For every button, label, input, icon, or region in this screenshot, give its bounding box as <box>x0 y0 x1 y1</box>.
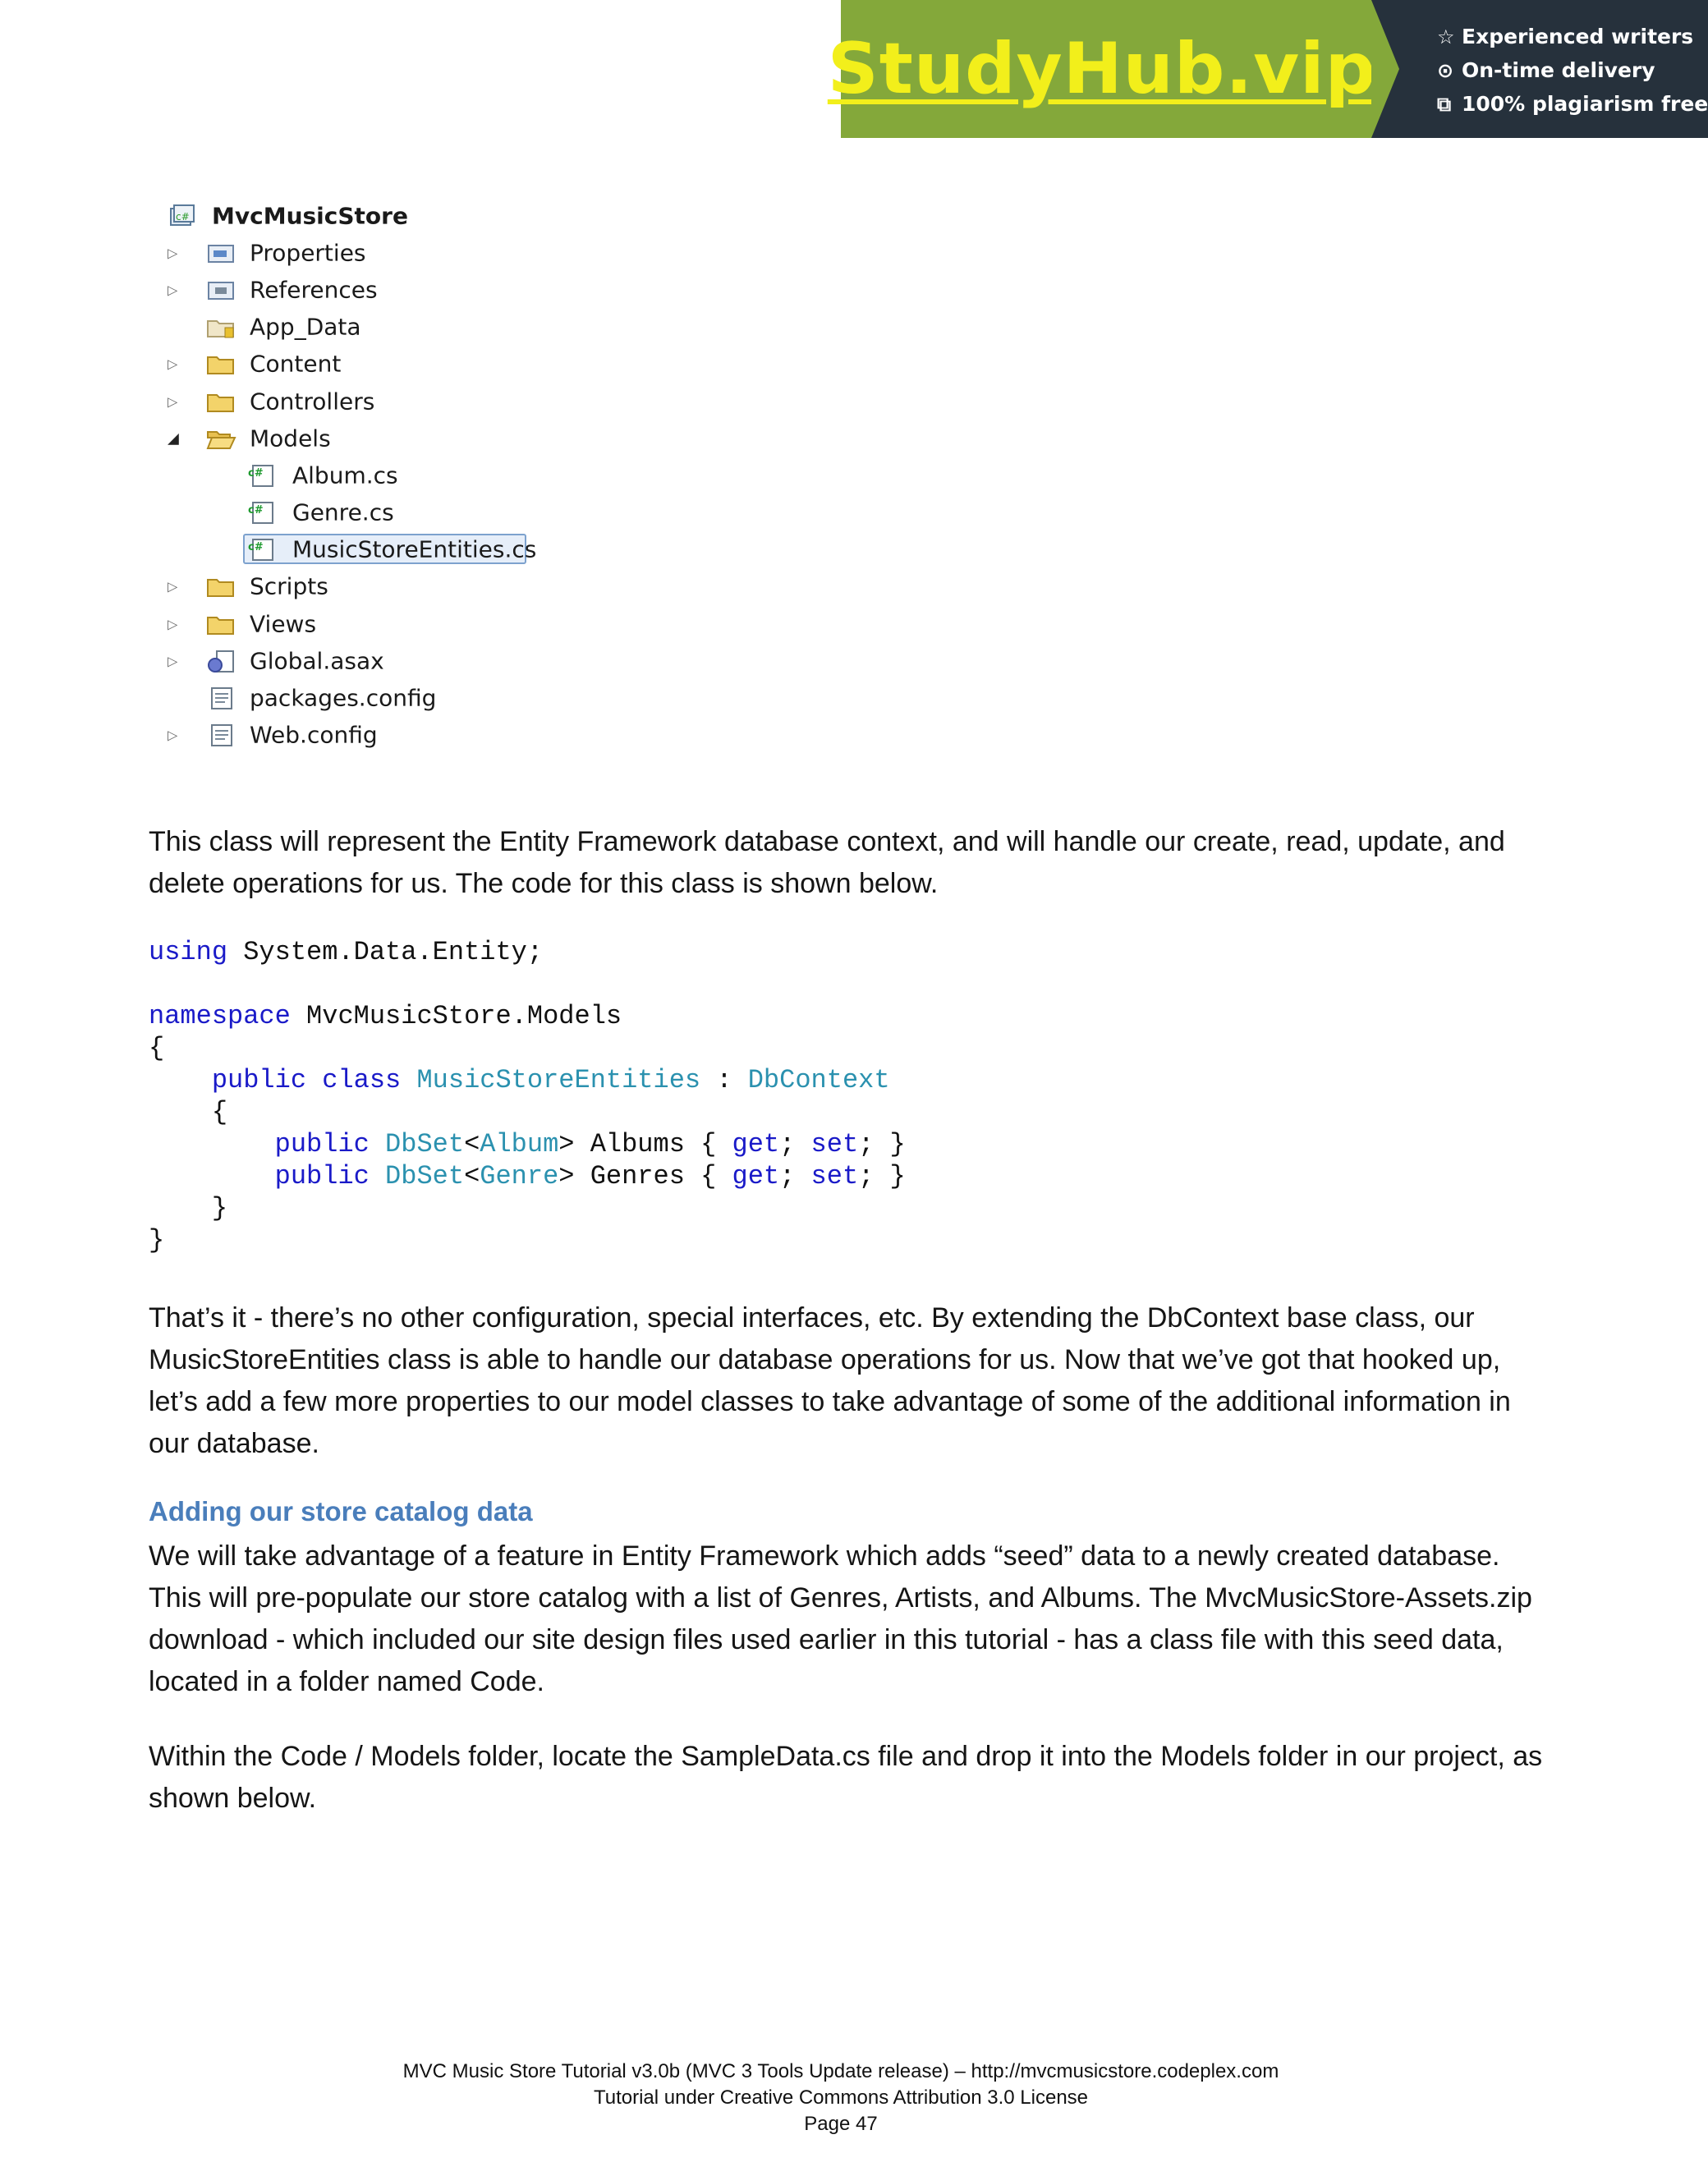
svg-text:c#: c# <box>248 466 264 480</box>
section-heading: Adding our store catalog data <box>149 1496 533 1526</box>
svg-text:c#: c# <box>176 210 190 223</box>
footer-line-license: Tutorial under Creative Commons Attribution 3.0 License <box>593 2086 1089 2109</box>
global-asax-icon <box>205 649 236 673</box>
intro-paragraph: This class will represent the Entity Framework database context, and will handle our create, read, update, and delete operations for us. The code for this class is shown below. <box>149 826 1505 899</box>
tree-item-models[interactable]: ◢ Models <box>168 425 331 452</box>
open-folder-icon <box>205 426 236 451</box>
footer-page-number: Page 47 <box>804 2113 878 2135</box>
config-file-icon <box>205 723 236 747</box>
expand-arrow-icon[interactable]: ▷ <box>168 282 178 298</box>
tree-item-album-cs[interactable]: c# Album.cs <box>248 461 398 489</box>
tree-item-properties[interactable]: ▷ Properties <box>168 239 366 267</box>
expand-arrow-icon[interactable]: ▷ <box>168 727 178 743</box>
clock-icon: ⊙ <box>1437 58 1454 82</box>
csharp-file-icon <box>246 537 278 562</box>
tree-item-controllers[interactable]: ▷ Controllers <box>168 388 375 415</box>
csharp-file-icon <box>246 463 278 488</box>
star-icon: ☆ <box>1437 25 1455 48</box>
studyhub-banner[interactable] <box>827 0 1708 138</box>
code-line-using: using System.Data.Entity; <box>149 937 544 967</box>
collapse-arrow-icon[interactable]: ◢ <box>168 429 179 448</box>
page-footer <box>0 2059 1682 2137</box>
expand-arrow-icon[interactable]: ▷ <box>168 356 178 372</box>
tree-item-web-config[interactable]: ▷ Web.config <box>168 721 378 749</box>
folder-icon <box>205 389 236 414</box>
tree-item-musicstoreentities-cs[interactable]: c# MusicStoreEntities.cs <box>164 531 542 568</box>
solution-explorer-tree <box>164 197 542 754</box>
svg-text:c#: c# <box>248 504 264 517</box>
feature-experienced: ☆ Experienced writers <box>1437 25 1694 48</box>
code-block <box>149 936 906 1256</box>
footer-line-title: MVC Music Store Tutorial v3.0b (MVC 3 Tools Update release) – http://mvcmusicstore.codeplex.com <box>402 2060 1279 2082</box>
code-line-namespace: namespace MvcMusicStore.Models <box>149 1001 622 1031</box>
code-line-class-open: { <box>211 1097 228 1127</box>
code-line-open: { <box>149 1033 165 1063</box>
feature-plagiarism: ⧉ 100% plagiarism free <box>1437 92 1708 116</box>
csharp-file-icon <box>246 500 278 525</box>
tree-item-global-asax[interactable]: ▷ Global.asax <box>168 647 384 675</box>
expand-arrow-icon[interactable]: ▷ <box>168 245 178 261</box>
banner-brand-area <box>827 0 1377 138</box>
expand-arrow-icon[interactable]: ▷ <box>168 616 178 632</box>
copy-icon: ⧉ <box>1437 92 1452 116</box>
project-icon <box>168 204 199 228</box>
paragraph-sampledata: Within the Code / Models folder, locate the SampleData.cs file and drop it into the Models folder in our project, as shown below. <box>149 1741 1543 1814</box>
tree-root[interactable] <box>164 197 542 234</box>
tree-item-app-data[interactable]: App_Data <box>164 309 542 346</box>
feature-on-time: ⊙ On-time delivery <box>1437 58 1655 82</box>
code-line-class: public class MusicStoreEntities : DbContext <box>211 1065 890 1095</box>
tree-item-packages-config[interactable]: packages.config <box>164 679 542 716</box>
code-line-class-close: } <box>211 1193 228 1223</box>
code-line-albums: public DbSet<Album> Albums { get; set; } <box>274 1129 906 1159</box>
tree-item-genre-cs[interactable]: c# Genre.cs <box>248 498 394 526</box>
config-file-icon <box>205 686 236 710</box>
tree-root-label: MvcMusicStore <box>212 202 408 230</box>
references-icon <box>205 278 236 302</box>
app-data-folder-icon <box>205 314 236 339</box>
folder-icon <box>205 574 236 599</box>
expand-arrow-icon[interactable]: ▷ <box>168 578 178 594</box>
expand-arrow-icon[interactable]: ▷ <box>168 653 178 669</box>
expand-arrow-icon[interactable]: ▷ <box>168 393 178 410</box>
tree-item-scripts[interactable]: ▷ Scripts <box>168 572 328 600</box>
svg-text:c#: c# <box>248 541 264 554</box>
paragraph-seed-data: We will take advantage of a feature in Entity Framework which adds “seed” data to a newly created database. This will pre-populate our store catalog with a list of Genres, Artists, and Albums. The MvcMusicStore-Assets.zip download - which included our site design files used earlier in this tutorial - has a class file with this seed data, located in a folder named Code. <box>149 1540 1532 1697</box>
tree-item-references[interactable]: ▷ References <box>168 276 378 304</box>
brand-logo: StudyHub.vip <box>827 28 1377 110</box>
paragraph-dbcontext: That’s it - there’s no other configuration, special interfaces, etc. By extending the DbContext base class, our MusicStoreEntities class is able to handle our database operations for us. Now that we’ve got that hooked up, let’s add a few more properties to our model classes to take advantage of some of the additional information in our database. <box>149 1302 1511 1459</box>
properties-icon <box>205 241 236 265</box>
folder-icon <box>205 351 236 376</box>
folder-icon <box>205 612 236 636</box>
tree-item-content[interactable]: ▷ Content <box>168 350 342 378</box>
tree-item-views[interactable]: ▷ Views <box>168 610 317 638</box>
code-line-close: } <box>149 1225 165 1256</box>
code-line-genres: public DbSet<Genre> Genres { get; set; } <box>274 1161 906 1191</box>
banner-features <box>1371 0 1708 138</box>
